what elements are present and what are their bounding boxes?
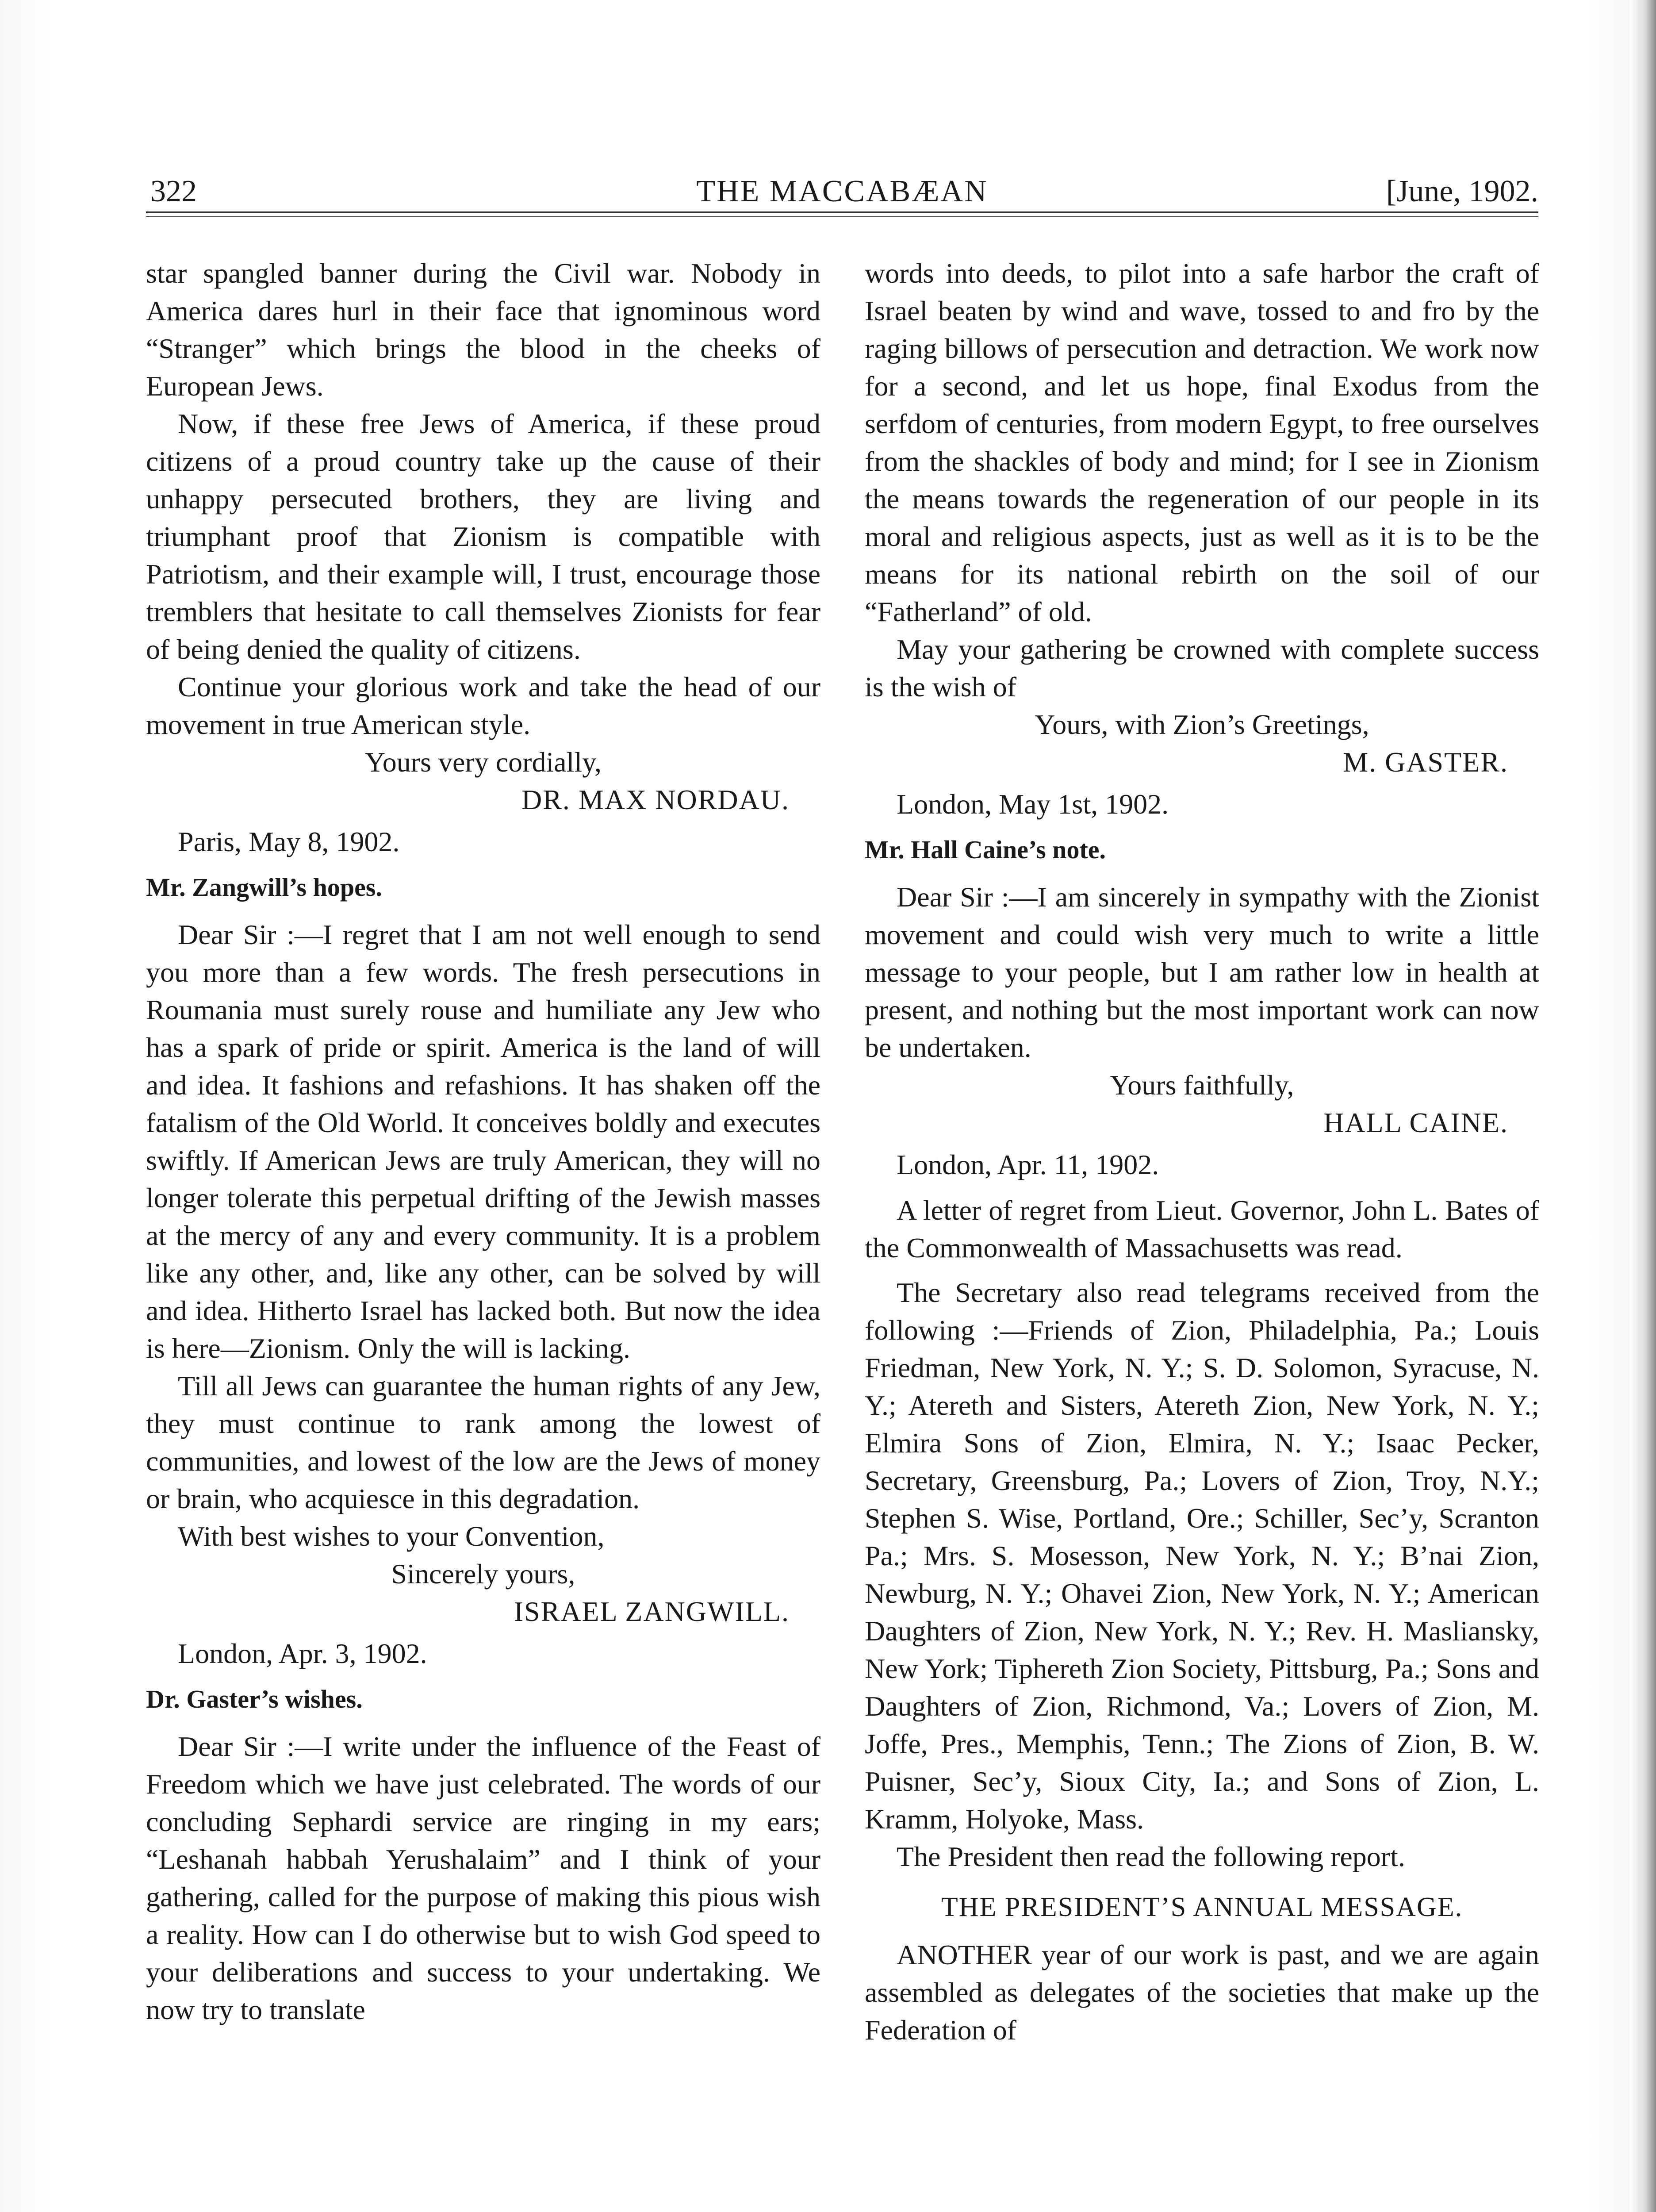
paragraph: A letter of regret from Lieut. Governor, John L. Bates of the Commonwealth of Massachusetts was read. bbox=[865, 1194, 1539, 1263]
letter-closing: Yours faithfully, bbox=[1110, 1069, 1294, 1101]
letter-place-date: London, Apr. 11, 1902. bbox=[897, 1149, 1159, 1180]
letter-signature: DR. MAX NORDAU. bbox=[521, 784, 790, 815]
letter-place-date: London, May 1st, 1902. bbox=[897, 788, 1169, 820]
paragraph: The Secretary also read telegrams received from the following :—Friends of Zion, Philadelphia, Pa.; Louis Friedman, New York, N. Y.; S. D. Solomon, Syracuse, N. Y.; Atereth and Sisters, Atereth Zion, New York, N. Y.; Elmira Sons of Zion, Elmira, N. Y.; Isaac Pecker, Secretary, Greensburg, Pa.; Lovers of Zion, Troy, N.Y.; Stephen S. Wise, Portland, Ore.; Schiller, Sec’y, Scranton Pa.; Mrs. S. Mosesson, New York, N. Y.; B’nai Zion, Newburg, N. Y.; Ohavei Zion, New York, N. Y.; American Daughters of Zion, New York, N. Y.; Rev. H. Masliansky, New York; Tiphereth Zion Society, Pittsburg, Pa.; Sons and Daughters of Zion, Richmond, Va.; Lovers of Zion, M. Joffe, Pres., Memphis, Tenn.; The Zions of Zion, B. W. Puisner, Sec’y, Sioux City, Ia.; and Sons of Zion, L. Kramm, Holyoke, Mass. bbox=[865, 1277, 1539, 1835]
section-subheading: Mr. Zangwill’s hopes. bbox=[146, 873, 382, 902]
paragraph: Dear Sir :—I regret that I am not well enough to send you more than a few words. The fresh persecutions in Roumania must surely rouse and humiliate any Jew who has a spark of pride or spirit. America is the land of will and idea. It fashions and refashions. It has shaken off the fatalism of the Old World. It conceives boldly and executes swiftly. If American Jews are truly American, they will no longer tolerate this perpetual drifting of the Jewish masses at the mercy of any and every community. It is a problem like any other, and, like any other, can be solved by will and idea. Hitherto Israel has lacked both. But now the idea is here—Zionism. Only the will is lacking. bbox=[146, 919, 820, 1364]
paragraph: Continue your glorious work and take the head of our movement in true American style. bbox=[146, 671, 820, 740]
paragraph: Dear Sir :—I am sincerely in sympathy with the Zionist movement and could wish very much to write a little message to your people, but I am rather low in health at present, and nothing but the most important work can now be undertaken. bbox=[865, 881, 1539, 1063]
letter-signature: HALL CAINE. bbox=[1323, 1107, 1508, 1138]
page-number: 322 bbox=[150, 174, 197, 208]
letter-closing: Sincerely yours, bbox=[391, 1558, 575, 1590]
paragraph: May your gathering be crowned with complete success is the wish of bbox=[865, 634, 1539, 703]
running-header bbox=[146, 172, 1538, 211]
journal-title: THE MACCABÆAN bbox=[696, 174, 988, 208]
header-rule bbox=[146, 211, 1538, 217]
letter-place-date: Paris, May 8, 1902. bbox=[178, 826, 400, 857]
letter-closing: Yours, with Zion’s Greetings, bbox=[1035, 709, 1369, 740]
section-subheading: Mr. Hall Caine’s note. bbox=[865, 835, 1106, 864]
issue-date: [June, 1902. bbox=[1386, 174, 1538, 208]
paragraph: With best wishes to your Convention, bbox=[178, 1521, 605, 1552]
paragraph: Till all Jews can guarantee the human rights of any Jew, they must continue to rank among the lowest of communities, and lowest of the low are the Jews of money or brain, who acquiesce in this degradation. bbox=[146, 1370, 820, 1514]
right-column bbox=[865, 254, 1539, 2049]
paragraph: words into deeds, to pilot into a safe harbor the craft of Israel beaten by wind and wave, tossed to and fro by the raging billows of persecution and detraction. We work now for a second, and let us hope, final Exodus from the serfdom of centuries, from modern Egypt, to free ourselves from the shackles of body and mind; for I see in Zionism the means towards the regeneration of our people in its moral and religious aspects, just as well as it is to be the means for its national rebirth on the soil of our “Fatherland” of old. bbox=[865, 257, 1539, 627]
book-spine-shadow bbox=[1629, 0, 1656, 2212]
paragraph: Dear Sir :—I write under the influence of the Feast of Freedom which we have just celebrated. The words of our concluding Sephardi service are ringing in my ears; “Leshanah habbah Yerushalaim” and I think of your gathering, called for the purpose of making this pious wish a reality. How can I do otherwise but to wish God speed to your deliberations and success to your undertaking. We now try to translate bbox=[146, 1731, 820, 2025]
letter-place-date: London, Apr. 3, 1902. bbox=[178, 1638, 427, 1669]
letter-signature: ISRAEL ZANGWILL. bbox=[514, 1596, 790, 1627]
letter-closing: Yours very cordially, bbox=[364, 746, 602, 778]
section-title: THE PRESIDENT’S ANNUAL MESSAGE. bbox=[941, 1892, 1463, 1922]
section-subheading: Dr. Gaster’s wishes. bbox=[146, 1685, 363, 1713]
letter-signature: M. GASTER. bbox=[1343, 746, 1508, 778]
paragraph: ANOTHER year of our work is past, and we are again assembled as delegates of the societies that make up the Federation of bbox=[865, 1939, 1539, 2046]
paragraph: star spangled banner during the Civil war. Nobody in America dares hurl in their face that ignominous word “Stranger” which brings the blood in the cheeks of European Jews. bbox=[146, 257, 820, 402]
left-column bbox=[146, 254, 820, 2028]
paragraph: The President then read the following report. bbox=[897, 1841, 1405, 1872]
paragraph: Now, if these free Jews of America, if these proud citizens of a proud country take up the cause of their unhappy persecuted brothers, they are living and triumphant proof that Zionism is compatible with Patriotism, and their example will, I trust, encourage those tremblers that hesitate to call themselves Zionists for fear of being denied the quality of citizens. bbox=[146, 408, 820, 665]
